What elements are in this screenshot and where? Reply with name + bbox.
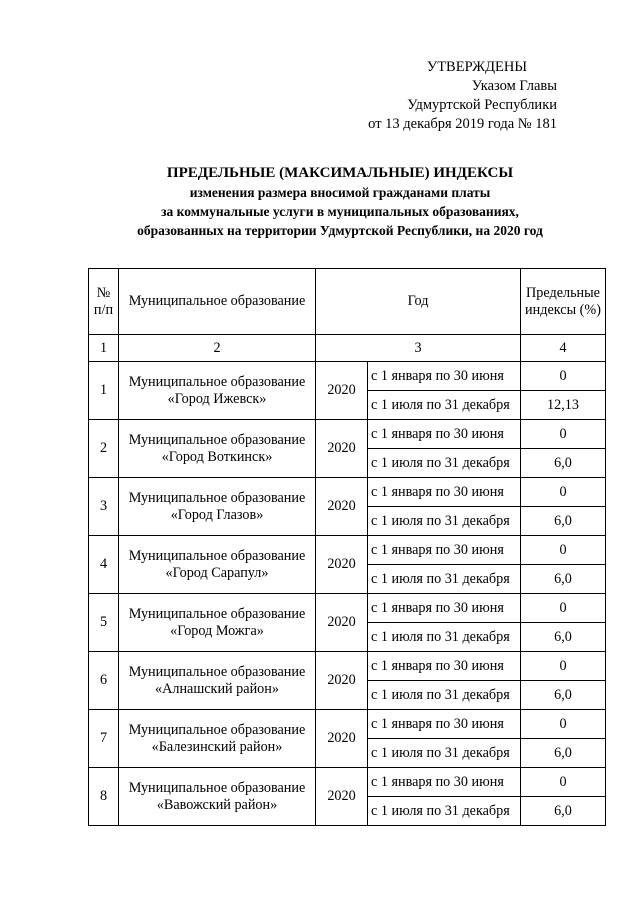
municipality-name: «Город Глазов»	[170, 506, 264, 523]
municipality-name: «Город Ижевск»	[167, 390, 267, 407]
title-subtitle-3: образованных на территории Удмуртской Республики, на 2020 год	[137, 223, 543, 238]
row-number: 3	[89, 478, 119, 536]
approval-heading: УТВЕРЖДЕНЫ	[426, 59, 527, 75]
municipality-type: Муниципальное образование	[128, 489, 306, 506]
header-year: Год	[316, 269, 521, 335]
municipality-type: Муниципальное образование	[128, 373, 306, 390]
municipality-cell	[119, 478, 316, 536]
year-cell: 2020	[316, 478, 368, 536]
table-row	[89, 768, 606, 797]
index-first-half: 0	[521, 420, 606, 449]
indices-table	[88, 268, 606, 826]
period-second-half: с 1 июля по 31 декабря	[368, 681, 521, 710]
table-header-row	[89, 269, 606, 335]
municipality-cell	[119, 420, 316, 478]
period-first-half: с 1 января по 30 июня	[368, 768, 521, 797]
period-first-half: с 1 января по 30 июня	[368, 536, 521, 565]
row-number: 2	[89, 420, 119, 478]
municipality-cell	[119, 768, 316, 826]
year-cell: 2020	[316, 536, 368, 594]
municipality-type: Муниципальное образование	[128, 605, 306, 622]
municipality-cell	[119, 536, 316, 594]
row-number: 8	[89, 768, 119, 826]
municipality-cell	[119, 710, 316, 768]
period-second-half: с 1 июля по 31 декабря	[368, 565, 521, 594]
municipality-cell	[119, 652, 316, 710]
period-second-half: с 1 июля по 31 декабря	[368, 797, 521, 826]
table-row	[89, 710, 606, 739]
municipality-type: Муниципальное образование	[128, 779, 306, 796]
index-second-half: 6,0	[521, 507, 606, 536]
approval-block	[368, 58, 557, 134]
index-second-half: 6,0	[521, 797, 606, 826]
table-row	[89, 478, 606, 507]
municipality-name: «Алнашский район»	[155, 680, 279, 697]
table-row	[89, 420, 606, 449]
period-second-half: с 1 июля по 31 декабря	[368, 623, 521, 652]
row-number: 7	[89, 710, 119, 768]
period-second-half: с 1 июля по 31 декабря	[368, 391, 521, 420]
title-main: ПРЕДЕЛЬНЫЕ (МАКСИМАЛЬНЫЕ) ИНДЕКСЫ	[166, 165, 514, 181]
approval-date: от 13 декабря 2019 года № 181	[368, 116, 557, 132]
municipality-type: Муниципальное образование	[128, 547, 306, 564]
period-first-half: с 1 января по 30 июня	[368, 652, 521, 681]
period-second-half: с 1 июля по 31 декабря	[368, 507, 521, 536]
col-number: 3	[316, 335, 521, 362]
table-row	[89, 362, 606, 391]
row-number: 4	[89, 536, 119, 594]
municipality-name: «Город Можга»	[170, 622, 264, 639]
municipality-type: Муниципальное образование	[128, 663, 306, 680]
col-number: 1	[89, 335, 119, 362]
index-first-half: 0	[521, 710, 606, 739]
index-first-half: 0	[521, 652, 606, 681]
period-second-half: с 1 июля по 31 декабря	[368, 449, 521, 478]
row-number: 6	[89, 652, 119, 710]
index-second-half: 6,0	[521, 565, 606, 594]
year-cell: 2020	[316, 710, 368, 768]
index-second-half: 6,0	[521, 739, 606, 768]
document-title	[100, 164, 580, 240]
header-index: Предельные индексы (%)	[521, 269, 606, 335]
municipality-type: Муниципальное образование	[128, 431, 306, 448]
year-cell: 2020	[316, 652, 368, 710]
municipality-cell	[119, 362, 316, 420]
index-second-half: 6,0	[521, 681, 606, 710]
col-number: 2	[119, 335, 316, 362]
col-number: 4	[521, 335, 606, 362]
year-cell: 2020	[316, 362, 368, 420]
municipality-cell	[119, 594, 316, 652]
period-first-half: с 1 января по 30 июня	[368, 710, 521, 739]
municipality-name: «Балезинский район»	[151, 738, 283, 755]
index-second-half: 6,0	[521, 449, 606, 478]
index-second-half: 12,13	[521, 391, 606, 420]
row-number: 1	[89, 362, 119, 420]
header-muni: Муниципальное образование	[119, 269, 316, 335]
row-number: 5	[89, 594, 119, 652]
table-row	[89, 536, 606, 565]
index-first-half: 0	[521, 362, 606, 391]
table-row	[89, 594, 606, 623]
index-first-half: 0	[521, 594, 606, 623]
title-subtitle-1: изменения размера вносимой гражданами платы	[189, 185, 491, 200]
municipality-name: «Вавожский район»	[156, 796, 278, 813]
column-number-row	[89, 335, 606, 362]
approval-republic: Удмуртской Республики	[407, 97, 557, 113]
index-second-half: 6,0	[521, 623, 606, 652]
table-row	[89, 652, 606, 681]
period-first-half: с 1 января по 30 июня	[368, 478, 521, 507]
year-cell: 2020	[316, 768, 368, 826]
index-first-half: 0	[521, 768, 606, 797]
period-first-half: с 1 января по 30 июня	[368, 420, 521, 449]
approval-decree: Указом Главы	[471, 78, 557, 94]
year-cell: 2020	[316, 594, 368, 652]
index-first-half: 0	[521, 478, 606, 507]
period-first-half: с 1 января по 30 июня	[368, 594, 521, 623]
header-num: № п/п	[89, 269, 119, 335]
municipality-name: «Город Воткинск»	[161, 448, 273, 465]
municipality-type: Муниципальное образование	[128, 721, 306, 738]
period-first-half: с 1 января по 30 июня	[368, 362, 521, 391]
year-cell: 2020	[316, 420, 368, 478]
index-first-half: 0	[521, 536, 606, 565]
municipality-name: «Город Сарапул»	[165, 564, 269, 581]
period-second-half: с 1 июля по 31 декабря	[368, 739, 521, 768]
title-subtitle-2: за коммунальные услуги в муниципальных образованиях,	[161, 204, 519, 219]
